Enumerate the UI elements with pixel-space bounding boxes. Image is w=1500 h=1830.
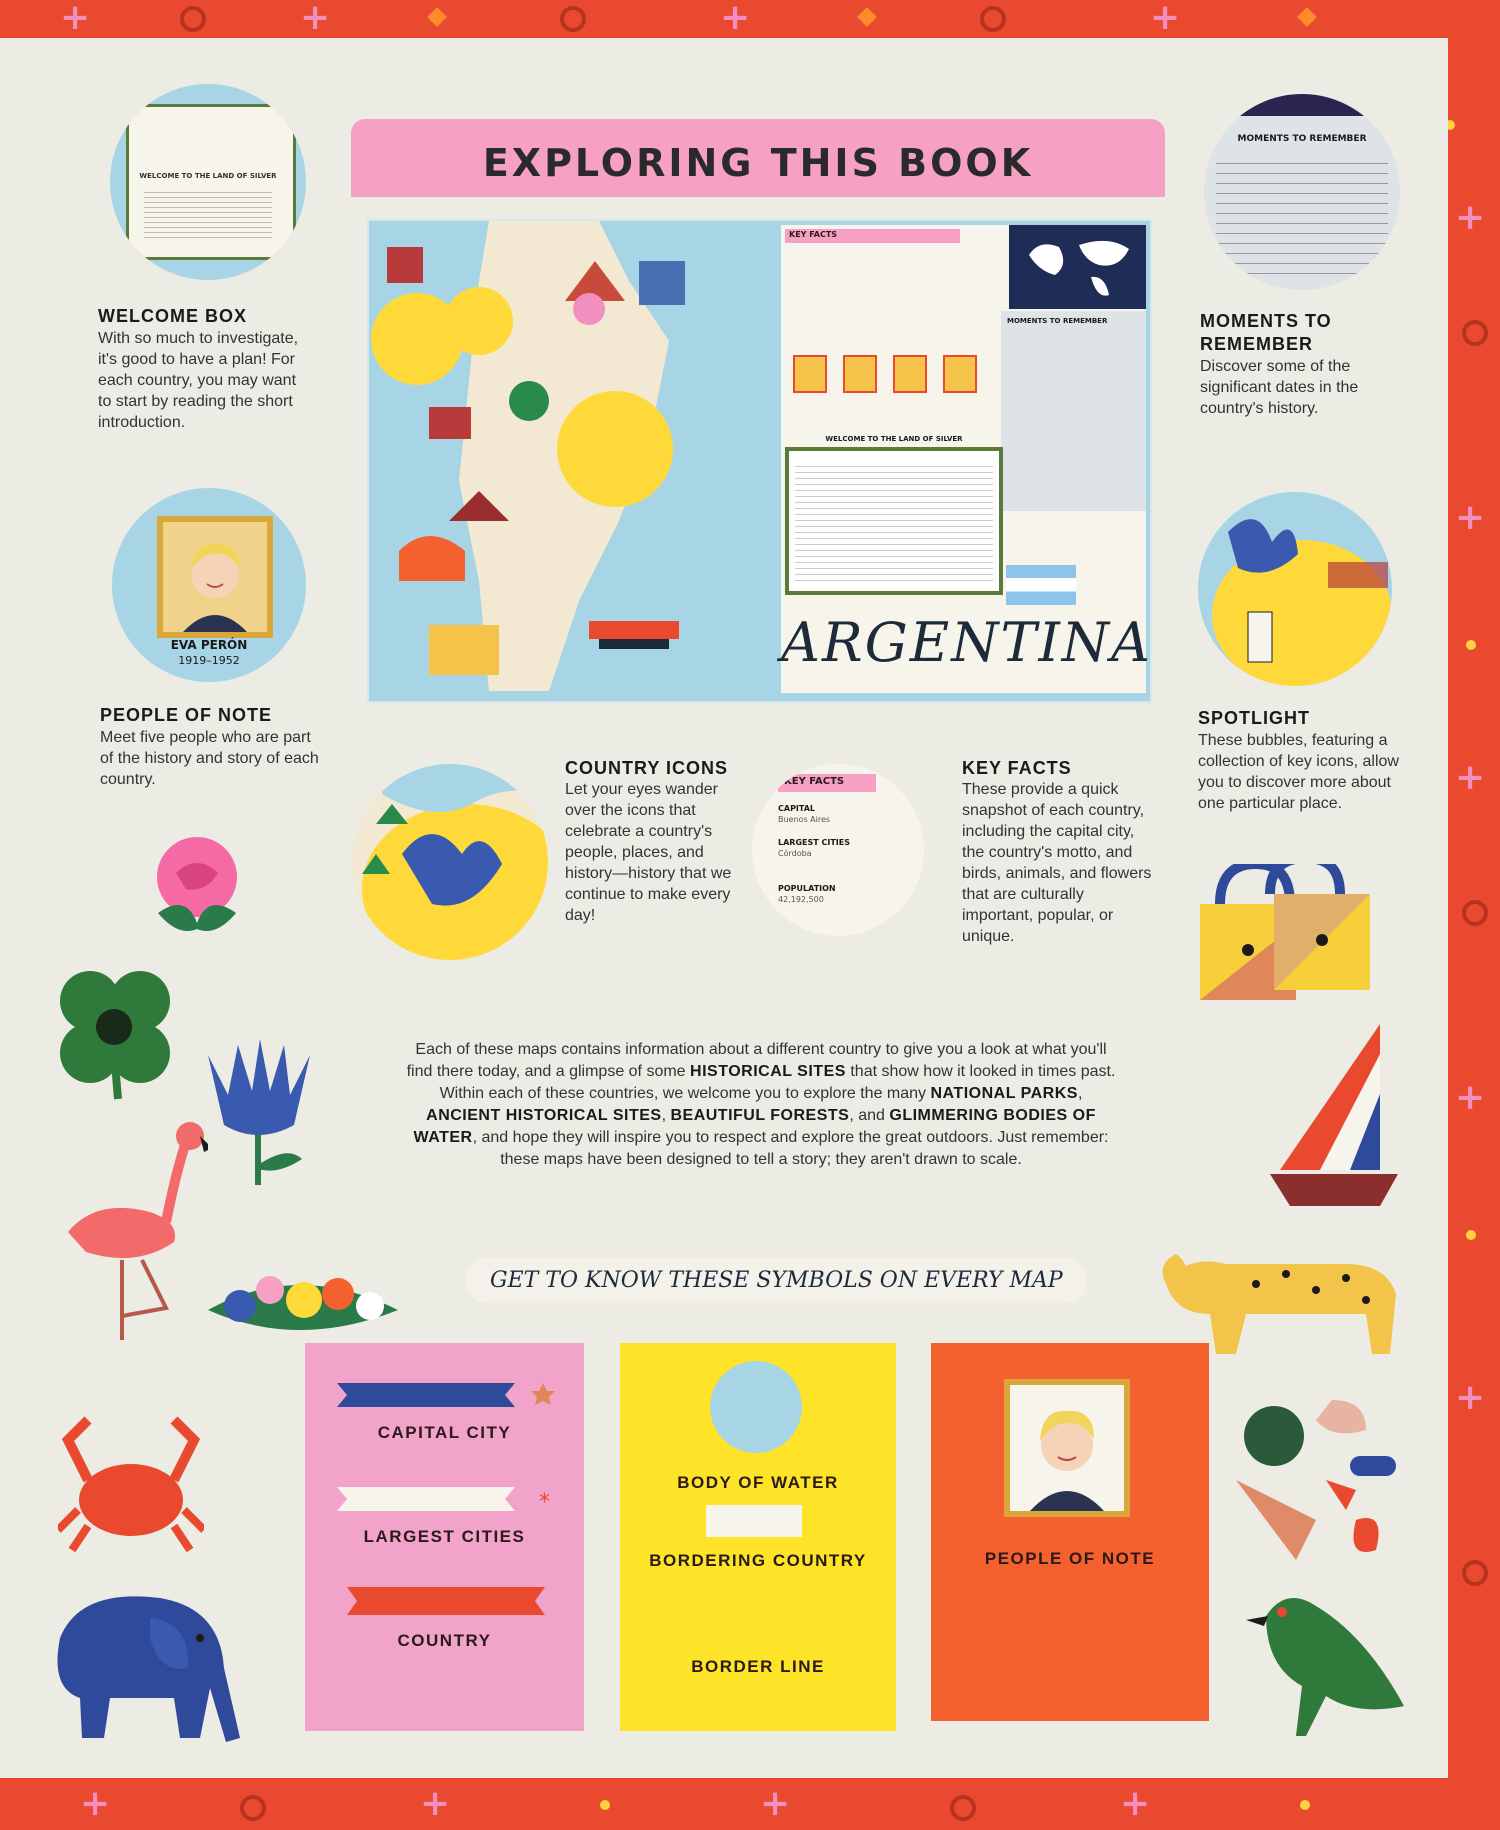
moments-heading-line2: REMEMBER [1200,334,1314,354]
plus-ornament: + [80,1783,111,1824]
ring-ornament [980,6,1006,32]
intro-text-1: Each of these maps contains information about a different country to give you a look at what you'll find there today, and a glimpse of some [406,1041,1107,1080]
map-illustrations [369,221,729,701]
sailboat-icon [1270,1024,1398,1206]
intro-bold-historical-sites: HISTORICAL SITES [690,1063,846,1080]
body-of-water-label: BODY OF WATER [677,1473,839,1492]
stones-icon [1236,1400,1400,1562]
country-name: ARGENTINA [781,611,1153,674]
map-key-card-pink [305,1343,584,1731]
key-facts-bubble-tag: KEY FACTS [784,776,845,787]
intro-paragraph: Each of these maps contains information about a different country to give you a look at what you'll find there today, and a glimpse of some HISTORICAL SITES that show how it looked in times past. Within each of these countries, we welcome you to explore the many NATIONAL PARKS, ANCIENT HISTORICAL SITES, BEAUTIFUL FORESTS, and GLIMMERING BODIES OF WATER, and hope they will inspire you to respect and explore the great outdoors. Just remember: these maps have been designed to tell a story; they aren't drawn to scale. [406,1041,1116,1168]
svg-text:*: * [539,1490,550,1515]
intro-bold-national-parks: NATIONAL PARKS [930,1085,1078,1102]
key-facts-row-pop-label: POPULATION [778,884,836,893]
bird-icon [1246,1586,1404,1756]
people-of-note-bubble [112,488,306,682]
map-key-card-orange [931,1343,1209,1721]
intro-text-4: , and hope they will inspire you to respect and explore the great outdoors. Just remember: these maps have been designed to tell a story; they aren't drawn to scale. [472,1129,1109,1168]
spotlight-heading: SPOTLIGHT [1198,708,1310,728]
plus-ornament: + [760,1783,791,1824]
welcome-box-bubble [110,84,306,280]
bordering-country-label: BORDERING COUNTRY [649,1551,867,1570]
plus-ornament: + [720,0,751,38]
plus-ornament: + [60,0,91,38]
intro-bold-ancient-sites: ANCIENT HISTORICAL SITES [426,1107,662,1124]
diamond-ornament [427,7,447,27]
people-of-note-label: PEOPLE OF NOTE [984,1549,1156,1568]
country-label: COUNTRY [397,1631,492,1650]
plus-ornament: + [1455,1377,1486,1418]
elephant-icon [40,1578,260,1768]
spotlight-text: These bubbles, featuring a collection of key icons, allow you to discover more about one particular place. [1198,732,1399,812]
blue-flower-icon [198,1035,320,1185]
intro-bold-water: GLIMMERING BODIES OF WATER [413,1107,1096,1146]
key-facts-row-cities-label: LARGEST CITIES [778,838,850,847]
dot-ornament [1466,640,1476,650]
world-map-inset [1009,225,1146,309]
map-key-card-yellow [620,1343,896,1731]
padlocks-icon [1190,864,1378,1004]
crab-icon [58,1410,204,1566]
plus-ornament: + [1120,1783,1151,1824]
diamond-ornament [1297,7,1317,27]
intro-text-3: and [858,1107,885,1124]
dot-ornament [1300,1800,1310,1810]
moments-bubble [1204,94,1400,290]
border-line-label: BORDER LINE [691,1657,825,1676]
people-row [785,355,985,411]
key-facts-row-capital-label: CAPITAL [778,804,816,813]
ring-ornament [560,6,586,32]
flag-icon [1006,565,1076,605]
flamingo-icon [56,1112,208,1340]
page-title: EXPLORING THIS BOOK [482,141,1034,185]
spread-welcome-box [785,435,1003,595]
jaguar-icon [1146,1244,1400,1354]
eva-peron-portrait [163,522,267,632]
key-facts-text: These provide a quick snapshot of each country, including the capital city, the country's motto, and birds, animals, and flowers that are culturally important, popular, or unique. [962,781,1152,945]
rose-icon [146,833,248,937]
people-of-note-text: Meet five people who are part of the history and story of each country. [100,729,319,788]
intro-bold-forests: BEAUTIFUL FORESTS [670,1107,850,1124]
spread-welcome-tag: WELCOME TO THE LAND OF SILVER [825,435,963,443]
plus-ornament: + [300,0,331,38]
plus-ornament: + [1455,197,1486,238]
key-facts-row-cities-value: Córdoba [778,849,812,858]
argentina-map [369,221,729,701]
portrait-icon [1010,1385,1124,1511]
country-icons-heading: COUNTRY ICONS [565,758,729,778]
ring-ornament [1462,900,1488,926]
welcome-bubble-title: WELCOME TO THE LAND OF SILVER [139,172,277,180]
country-icons-text: Let your eyes wander over the icons that celebrate a country's people, places, and history—history that we continue to make every day! [565,781,732,924]
spread-moments-tag: MOMENTS TO REMEMBER [1007,317,1108,325]
country-icons-bubble [352,764,548,960]
key-facts-row-capital-value: Buenos Aires [778,815,831,824]
symbols-heading: GET TO KNOW THESE SYMBOLS ON EVERY MAP [466,1258,1087,1303]
dot-ornament [600,1800,610,1810]
moments-text: Discover some of the significant dates in the country's history. [1200,358,1359,417]
welcome-box-heading: WELCOME BOX [98,306,247,326]
key-facts-heading: KEY FACTS [962,758,1072,778]
ring-ornament [180,6,206,32]
plus-ornament: + [1455,757,1486,798]
largest-cities-label: LARGEST CITIES [363,1527,526,1546]
bordering-swatch [706,1505,802,1537]
argentina-spread-preview [367,219,1152,703]
welcome-box-text: With so much to investigate, it's good to have a plan! For each country, you may want to start by reading the short introduction. [98,330,299,431]
flower-garland-icon [198,1250,410,1350]
moments-heading-line1: MOMENTS TO [1200,311,1332,331]
spread-key-facts-tag: KEY FACTS [789,230,838,239]
plus-ornament: + [1455,1077,1486,1118]
exploring-banner [351,119,1165,197]
moments-bubble-title: MOMENTS TO REMEMBER [1237,134,1367,144]
plus-ornament: + [420,1783,451,1824]
eva-peron-years: 1919–1952 [178,654,240,667]
portrait-frame [1004,1379,1130,1517]
book-page [0,38,1448,1778]
capital-city-label: CAPITAL CITY [377,1423,512,1442]
key-facts-row-pop-value: 42,192,500 [778,895,824,904]
people-of-note-heading: PEOPLE OF NOTE [100,705,273,725]
dot-ornament [1466,1230,1476,1240]
ring-ornament [1462,1560,1488,1586]
water-swatch [710,1361,802,1453]
intro-text-2: that show how it looked in times past. Within each of these countries, we welcome you to explore the many [439,1063,1116,1102]
ring-ornament [240,1795,266,1821]
clover-icon [48,961,180,1101]
ring-ornament [1462,320,1488,346]
ring-ornament [950,1795,976,1821]
plus-ornament: + [1455,497,1486,538]
diamond-ornament [857,7,877,27]
spotlight-art [1198,492,1392,686]
eva-peron-name: EVA PERÓN [170,638,248,652]
spotlight-bubble [1198,492,1392,686]
key-facts-bubble [752,764,924,936]
country-icons-art [352,764,548,960]
plus-ornament: + [1150,0,1181,38]
